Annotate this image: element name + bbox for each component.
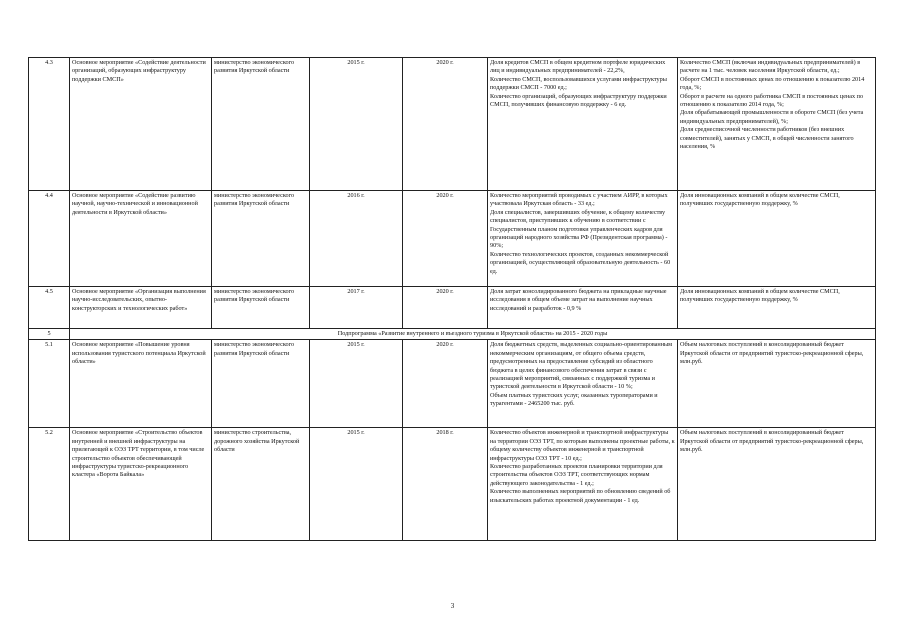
table-row — [29, 340, 876, 428]
end-year-cell: 2020 г. — [403, 191, 488, 287]
indicators-cell — [678, 340, 876, 428]
result-line: Количество организаций, образующих инфраструктуру поддержки СМСП, получивших финансовую поддержку - 6 ед. — [490, 92, 667, 109]
indicators-cell — [678, 191, 876, 287]
executor-cell: министерство экономического развития Иркутской области — [212, 191, 310, 287]
end-year-cell: 2018 г. — [403, 428, 488, 541]
results-cell — [488, 58, 678, 191]
results-cell — [488, 340, 678, 428]
table-row — [29, 191, 876, 287]
indicators-cell — [678, 287, 876, 329]
results-cell — [488, 428, 678, 541]
executor-cell: министерство экономического развития Иркутской области — [212, 287, 310, 329]
event-cell: Основное мероприятие «Строительство объектов внутренней и внешней инфраструктуры на прилегающей к ОЭЗ ТРТ территории, в том числе строительство объектов обеспечивающей инфраструктуры туристско-рекреационного кластера «Ворота Байкала» — [70, 428, 212, 541]
program-measures-table — [28, 57, 876, 541]
result-line: Количество технологических проектов, созданных некоммерческой организацией, осуществляющей образовательную деятельность - 60 ед. — [490, 250, 671, 275]
row-number: 4.4 — [29, 191, 70, 287]
result-line: Доля затрат консолидированного бюджета на прикладные научные исследования в общем объеме затрат на выполнение научных исследований и разработок - 0,9 % — [490, 288, 667, 312]
row-number: 5.1 — [29, 340, 70, 428]
result-line: Доля кредитов СМСП в общем кредитном портфеле юридических лиц и индивидуальных предпринимателей - 22,2%, — [490, 59, 666, 75]
event-cell: Основное мероприятие «Содействие деятельности организаций, образующих инфраструктуру поддержки СМСП» — [70, 58, 212, 191]
page-number: 3 — [450, 602, 455, 610]
indicators-cell — [678, 58, 876, 191]
indicator-line: Доля инновационных компаний в общем количестве СМСП, получивших государственную поддержку, % — [680, 288, 840, 304]
indicator-line: Объем налоговых поступлений в консолидированный бюджет Иркутской области от предприятий туристско-рекреационной сферы, млн.руб. — [680, 429, 864, 454]
event-cell: Основное мероприятие «Содействие развитию научной, научно-технической и инновационной деятельности в Иркутской области» — [70, 191, 212, 287]
result-line: Количество разработанных проектов планировки территории для строительства объектов ОЭЗ ТРТ, соответствующих нормам действующего законодательства - 1 ед.; — [490, 463, 663, 487]
indicator-line: Доля обрабатывающей промышленности в обороте СМСП (без учета индивидуальных предпринимателей), %; — [680, 109, 864, 125]
start-year-cell: 2017 г. — [310, 287, 403, 329]
end-year-cell: 2020 г. — [403, 58, 488, 191]
result-line: Доля бюджетных средств, выделенных социально-ориентированным некоммерческим организациям, от общего объема средств, предусмотренных на предоставление субсидий из областного бюджета в целях финансового обеспечения затрат в связи с реализацией мероприятий, связанных с поддержкой туризма и туристской деятельности в Иркутской области - 10 %; — [490, 341, 673, 391]
start-year-cell: 2015 г. — [310, 340, 403, 428]
table-row — [29, 58, 876, 191]
result-line: Количество объектов инженерной и транспортной инфраструктуры на территории ОЭЗ ТРТ, по которым выполнены проектные работы, к общему количеству объектов инженерной и транспортной инфраструктуры ОЭЗ ТРТ - 10 ед.; — [490, 429, 675, 462]
section-row — [29, 329, 876, 340]
document-table-container — [28, 57, 875, 541]
results-cell — [488, 191, 678, 287]
indicator-line: Доля инновационных компаний в общем количестве СМСП, получивших государственную поддержку, % — [680, 192, 840, 208]
result-line: Количество мероприятий проводимых с участием АИРР, в которых участвовала Иркутская область - 33 ед.; — [490, 192, 668, 208]
table-row — [29, 287, 876, 329]
indicator-line: Доля среднесписочной численности работников (без внешних совместителей), занятых у СМСП, в общей численности занятого населения, % — [680, 126, 854, 151]
indicators-cell — [678, 428, 876, 541]
end-year-cell: 2020 г. — [403, 340, 488, 428]
event-cell: Основное мероприятие «Организация выполнения научно-исследовательских, опытно-конструкторских и технологических работ» — [70, 287, 212, 329]
executor-cell: министерство экономического развития Иркутской области — [212, 340, 310, 428]
result-line: Доля специалистов, завершивших обучение, к общему количеству специалистов, приступивших к обучению в соответствии с Государственным планом подготовки управленческих кадров для организаций народного хозяйства РФ (Президентская программа) - 90%; — [490, 208, 668, 250]
result-line: Объем платных туристских услуг, оказанных туроператорами и турагентами - 2465200 тыс. руб. — [490, 391, 658, 408]
indicator-line: Объем налоговых поступлений в консолидированный бюджет Иркутской области от предприятий туристско-рекреационной сферы, млн.руб. — [680, 341, 864, 366]
result-line: Количество выполненных мероприятий по обновлению сведений об изыскательских работах проектной документации - 1 ед. — [490, 488, 671, 504]
result-line: Количество СМСП, воспользовавшихся услугами инфраструктуры поддержки СМСП - 7000 ед.; — [490, 75, 667, 92]
section-title: Подпрограмма «Развитие внутреннего и въездного туризма в Иркутской области» на 2015 - 2020 годы — [70, 329, 876, 340]
start-year-cell: 2015 г. — [310, 58, 403, 191]
results-cell — [488, 287, 678, 329]
section-number: 5 — [29, 329, 70, 340]
row-number: 5.2 — [29, 428, 70, 541]
executor-cell: министерство экономического развития Иркутской области — [212, 58, 310, 191]
table-row — [29, 428, 876, 541]
indicator-line: Количество СМСП (включая индивидуальных предпринимателей) в расчете на 1 тыс. человек населения Иркутской области, ед.; — [680, 59, 861, 75]
start-year-cell: 2016 г. — [310, 191, 403, 287]
indicator-line: Оборот в расчете на одного работника СМСП в постоянных ценах по отношению к показателю 2014 года, %; — [680, 92, 864, 109]
row-number: 4.5 — [29, 287, 70, 329]
end-year-cell: 2020 г. — [403, 287, 488, 329]
indicator-line: Оборот СМСП в постоянных ценах по отношению к показателю 2014 года, %; — [680, 75, 865, 92]
event-cell: Основное мероприятие «Повышение уровня использования туристского потенциала Иркутской области» — [70, 340, 212, 428]
executor-cell: министерство строительства, дорожного хозяйства Иркутской области — [212, 428, 310, 541]
start-year-cell: 2015 г. — [310, 428, 403, 541]
row-number: 4.3 — [29, 58, 70, 191]
